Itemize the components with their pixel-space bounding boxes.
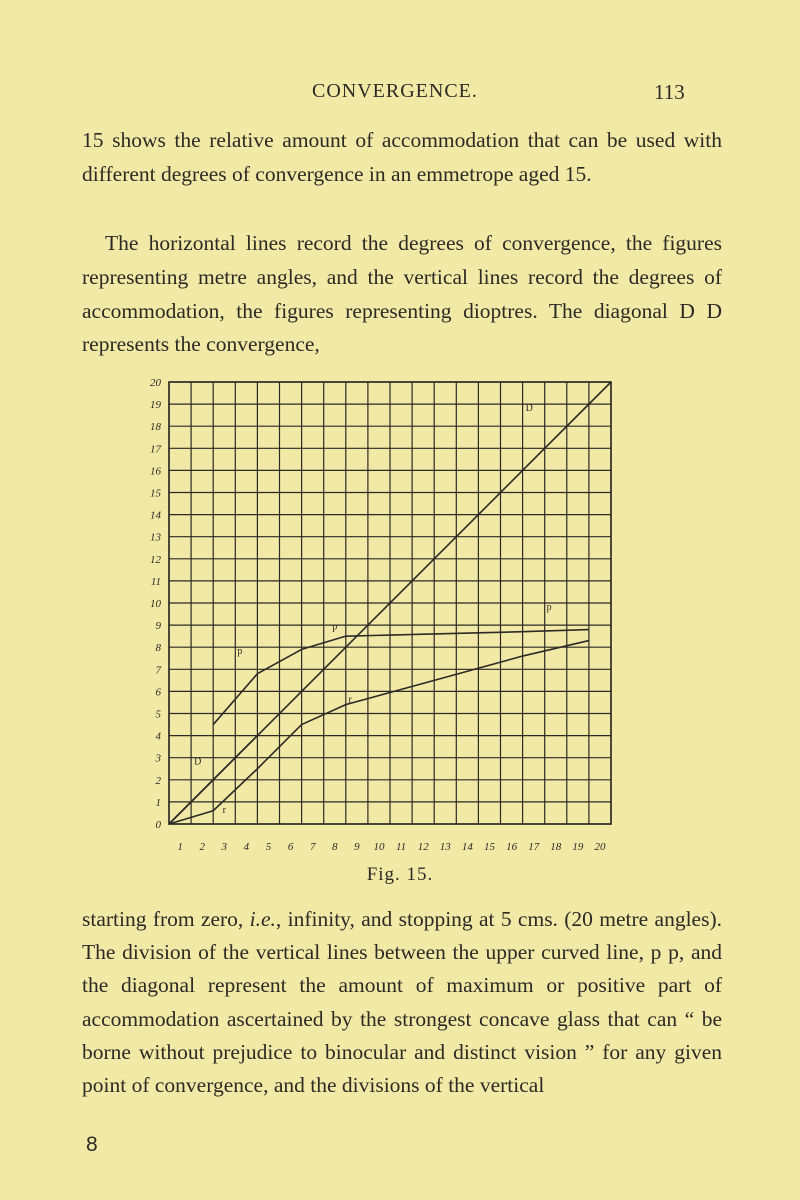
paragraph-3-rest: , infinity, and stopping at 5 cms. (20 metre angles). The division of the vertical lines between the upper curved line, p p, and the diagonal represent the amount of maximum or positive part of accommodation ascertained by the strongest concave glass that can “ be borne without prejudice to binocular and distinct vision ” for any given point of convergence, and the divisions of the vertical [82, 907, 722, 1098]
chart-labels [194, 403, 552, 816]
x-tick-label: 9 [354, 841, 360, 853]
curve-label: r [348, 694, 352, 706]
x-tick-label: 13 [439, 841, 451, 853]
x-tick-label: 16 [506, 841, 518, 853]
series-line-3 [169, 641, 589, 824]
paragraph-3-start: starting from zero, [82, 907, 250, 931]
page-number: 113 [654, 80, 685, 104]
y-tick-label: 14 [150, 509, 161, 522]
y-tick-label: 9 [155, 620, 161, 633]
y-tick-label: 3 [155, 752, 161, 765]
paragraph-3-italic: i.e. [249, 907, 276, 931]
x-tick-label: 17 [528, 841, 540, 853]
figure-caption: Fig. 15. [366, 864, 434, 885]
y-tick-label: 7 [155, 664, 161, 677]
paragraph-3 [82, 903, 722, 1102]
x-tick-label: 3 [221, 841, 228, 853]
y-tick-label: 11 [150, 575, 161, 588]
y-tick-label: 0 [155, 819, 161, 831]
x-tick-label: 11 [396, 841, 407, 853]
y-tick-label: 12 [150, 553, 161, 566]
curve-label: r [222, 805, 226, 817]
y-tick-label: 10 [150, 598, 161, 610]
x-tick-label: 7 [309, 841, 316, 853]
y-tick-label: 19 [150, 399, 161, 412]
x-tick-label: 6 [287, 841, 294, 853]
curve-label: p [237, 646, 243, 658]
x-tick-label: 5 [265, 841, 272, 853]
x-tick-label: 15 [484, 841, 495, 853]
x-tick-label: 14 [461, 841, 473, 853]
curve-label: D [194, 756, 202, 768]
running-title: CONVERGENCE. [312, 80, 478, 102]
y-tick-label: 8 [155, 642, 161, 655]
y-tick-label: 5 [155, 708, 161, 721]
x-tick-label: 18 [550, 841, 562, 853]
x-tick-label: 12 [417, 841, 429, 853]
x-tick-label: 19 [572, 841, 584, 853]
series-line-2 [213, 630, 589, 725]
figure-15-chart [145, 370, 625, 865]
x-tick-label: 8 [332, 841, 338, 853]
paragraph-2: The horizontal lines record the degrees of convergence, the figures representing metre angles, and the vertical lines record the degrees of accommodation, the figures representing dioptres. The diagonal D D represents the convergence, [82, 231, 722, 357]
y-tick-label: 13 [150, 531, 161, 544]
x-tick-label: 2 [199, 841, 205, 853]
x-tick-label: 20 [594, 841, 606, 853]
curve-label: p [546, 601, 552, 613]
curve-label: D [525, 402, 533, 414]
x-tick-label: 4 [243, 841, 250, 853]
curve-label: p [332, 621, 338, 633]
y-tick-label: 20 [150, 377, 161, 389]
x-tick-label: 10 [373, 841, 385, 853]
y-tick-label: 17 [150, 443, 161, 456]
signature-mark: 8 [86, 1133, 98, 1156]
y-tick-label: 1 [155, 796, 161, 809]
y-tick-label: 18 [150, 421, 161, 434]
y-tick-label: 6 [155, 686, 161, 699]
y-tick-label: 2 [155, 774, 161, 787]
running-head [0, 80, 800, 110]
y-tick-label: 4 [155, 730, 161, 743]
y-tick-label: 15 [150, 487, 161, 500]
paragraph-1: 15 shows the relative amount of accommodation that can be used with different degrees of convergence in an emmetrope aged 15. [82, 128, 722, 186]
y-tick-label: 16 [150, 465, 161, 478]
x-tick-label: 1 [177, 841, 183, 853]
